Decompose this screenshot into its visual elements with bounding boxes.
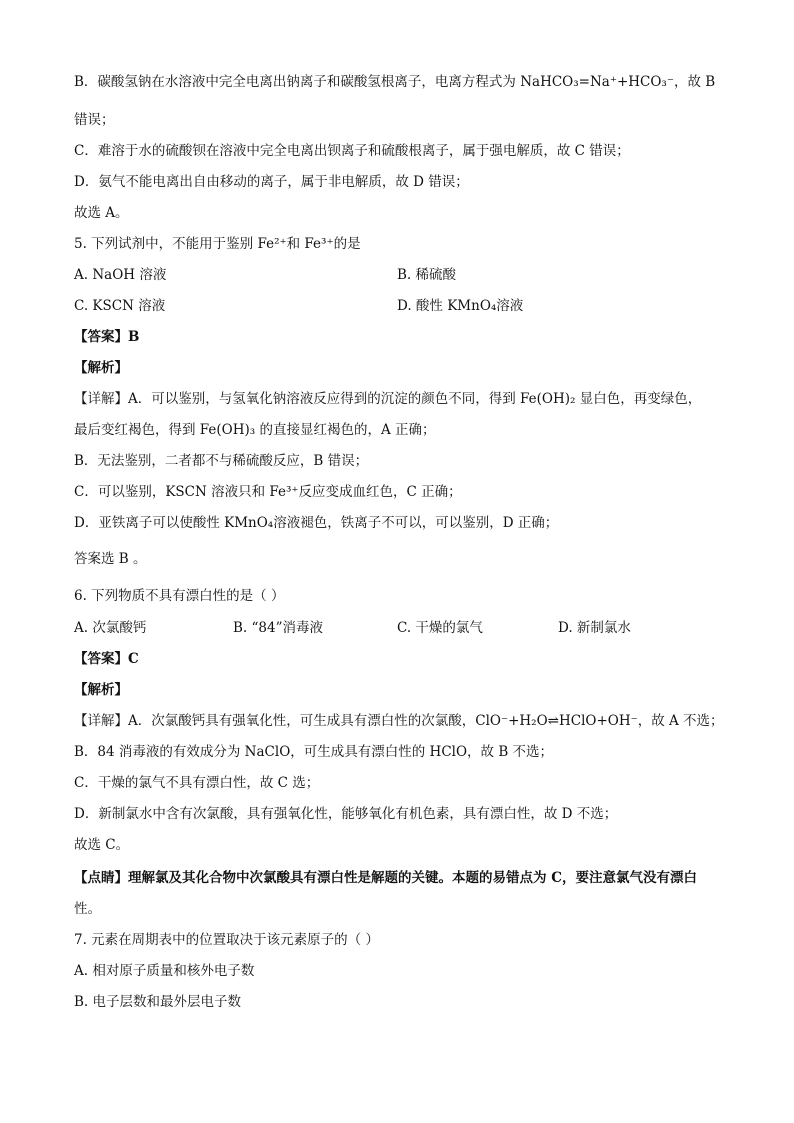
q5-option-d: D. 酸性 KMnO₄溶液 [397,298,524,314]
q5-detail-a: 【详解】A．可以鉴别，与氢氧化钠溶液反应得到的沉淀的颜色不同，得到 Fe(OH)₂ 显白色，再变绿色， [74,391,702,407]
q5-answer: 【答案】B [74,329,140,345]
q6-note: 【点睛】理解氯及其化合物中次氯酸具有漂白性是解题的关键。本题的易错点为 C，要注意氯气没有漂白 [74,870,697,886]
q6-analysis-heading: 【解析】 [74,682,128,698]
q6-answer: 【答案】C [74,651,139,667]
q5-detail-a-cont: 最后变红褐色，得到 Fe(OH)₃ 的直接显红褐色的，A 正确； [74,422,436,438]
q6-note-cont: 性。 [74,901,101,917]
q6-detail-b: B．84 消毒液的有效成分为 NaClO，可生成具有漂白性的 HClO，故 B 不选； [74,744,554,760]
q5-analysis-heading: 【解析】 [74,360,128,376]
q4-option-b-explanation-cont: 错误； [74,112,115,128]
q6-conclusion: 故选 C。 [74,837,130,853]
q7-option-b: B. 电子层数和最外层电子数 [74,994,242,1010]
q5-detail-c: C．可以鉴别，KSCN 溶液只和 Fe³⁺反应变成血红色，C 正确； [74,484,462,500]
q4-conclusion: 故选 A。 [74,205,129,221]
q6-detail-d: D．新制氯水中含有次氯酸，具有强氧化性，能够氧化有机色素，具有漂白性，故 D 不选； [74,806,618,822]
q6-stem: 6. 下列物质不具有漂白性的是（ ） [74,588,285,604]
q6-option-b: B. “84”消毒液 [233,620,323,636]
q5-detail-d: D．亚铁离子可以使酸性 KMnO₄溶液褪色，铁离子不可以，可以鉴别，D 正确； [74,515,559,531]
q4-option-d-explanation: D．氨气不能电离出自由移动的离子，属于非电解质，故 D 错误； [74,174,469,190]
q5-detail-b: B．无法鉴别，二者都不与稀硫酸反应，B 错误； [74,453,369,469]
q4-option-b-explanation: B．碳酸氢钠在水溶液中完全电离出钠离子和碳酸氢根离子，电离方程式为 NaHCO₃=Na⁺+HCO₃⁻，故 B [74,74,716,90]
q4-option-c-explanation: C．难溶于水的硫酸钡在溶液中完全电离出钡离子和硫酸根离子，属于强电解质，故 C 错误； [74,143,630,159]
q6-option-d: D. 新制氯水 [558,620,631,636]
q6-detail-a: 【详解】A．次氯酸钙具有强氧化性，可生成具有漂白性的次氯酸，ClO⁻+H₂O⇌HClO+OH⁻，故 A 不选； [74,713,724,729]
q5-option-b: B. 稀硫酸 [397,267,457,283]
q5-conclusion: 答案选 B 。 [74,551,147,567]
q5-option-c: C. KSCN 溶液 [74,298,166,314]
q5-option-a: A. NaOH 溶液 [74,267,167,283]
q5-stem: 5. 下列试剂中，不能用于鉴别 Fe²⁺和 Fe³⁺的是 [74,236,361,252]
q7-stem: 7. 元素在周期表中的位置取决于该元素原子的（ ） [74,932,379,948]
q6-option-c: C. 干燥的氯气 [397,620,483,636]
q6-option-a: A. 次氯酸钙 [74,620,147,636]
q7-option-a: A. 相对原子质量和核外电子数 [74,963,255,979]
q6-detail-c: C．干燥的氯气不具有漂白性，故 C 选； [74,775,320,791]
